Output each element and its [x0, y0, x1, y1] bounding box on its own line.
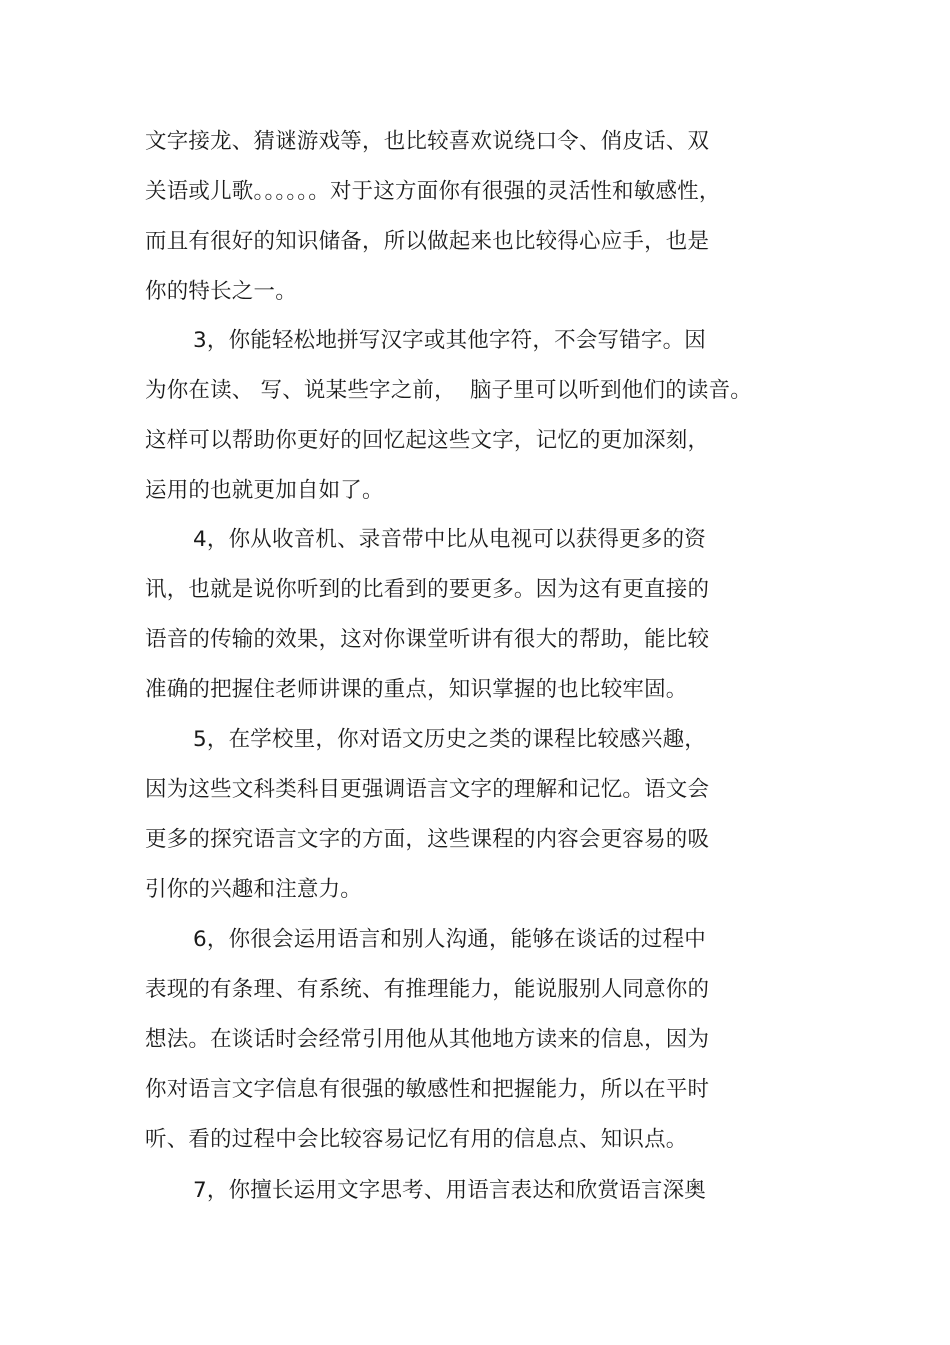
- paragraph-4-start: 4，你从收音机、录音带中比从电视可以获得更多的资: [193, 527, 706, 552]
- paragraph-7-start: 7，你擅长运用文字思考、用语言表达和欣赏语言深奥: [193, 1178, 706, 1203]
- paragraph-5-start: 5，在学校里，你对语文历史之类的课程比较感兴趣，: [193, 727, 706, 752]
- text-line: 准确的把握住老师讲课的重点，知识掌握的也比较牢固。: [145, 677, 688, 702]
- text-line: 运用的也就更加自如了。: [145, 478, 384, 503]
- paragraph-6-start: 6，你很会运用语言和别人沟通，能够在谈话的过程中: [193, 927, 706, 952]
- text-line: 语音的传输的效果，这对你课堂听讲有很大的帮助，能比较: [145, 627, 710, 652]
- text-line: 而且有很好的知识储备，所以做起来也比较得心应手，也是: [145, 229, 710, 254]
- text-line: 你的特长之一。: [145, 279, 297, 304]
- text-line: 你对语言文字信息有很强的敏感性和把握能力，所以在平时: [145, 1077, 710, 1102]
- text-line: 想法。在谈话时会经常引用他从其他地方读来的信息，因为: [145, 1027, 710, 1052]
- text-line: 讯，也就是说你听到的比看到的要更多。因为这有更直接的: [145, 577, 710, 602]
- text-line: 更多的探究语言文字的方面，这些课程的内容会更容易的吸: [145, 827, 710, 852]
- text-line: 为你在读、 写、说某些字之前， 脑子里可以听到他们的读音。: [145, 378, 753, 403]
- paragraph-3-start: 3，你能轻松地拼写汉字或其他字符，不会写错字。因: [193, 328, 706, 353]
- text-line: 关语或儿歌。。。。。。对于这方面你有很强的灵活性和敏感性，: [145, 179, 721, 204]
- text-line: 这样可以帮助你更好的回忆起这些文字，记忆的更加深刻，: [145, 428, 710, 453]
- text-line: 表现的有条理、有系统、有推理能力，能说服别人同意你的: [145, 977, 710, 1002]
- text-line: 文字接龙、猜谜游戏等，也比较喜欢说绕口令、俏皮话、双: [145, 129, 710, 154]
- text-line: 听、看的过程中会比较容易记忆有用的信息点、知识点。: [145, 1127, 688, 1152]
- text-line: 引你的兴趣和注意力。: [145, 877, 363, 902]
- text-line: 因为这些文科类科目更强调语言文字的理解和记忆。语文会: [145, 777, 710, 802]
